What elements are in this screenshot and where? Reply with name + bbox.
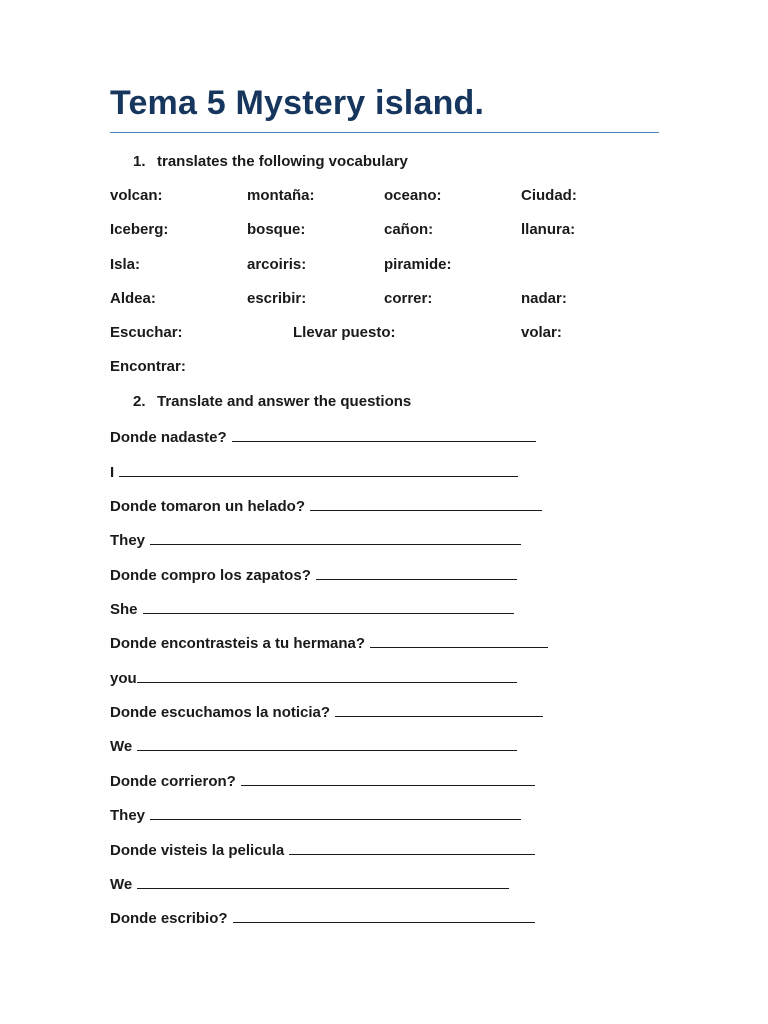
vocab-piramide: piramide:: [384, 256, 452, 273]
vocab-oceano: oceano:: [384, 187, 442, 204]
answer-blank[interactable]: [137, 874, 509, 889]
question-line: [110, 427, 536, 447]
question-text: Donde compro los zapatos?: [110, 567, 311, 584]
answer-blank[interactable]: [310, 496, 542, 511]
answer-blank[interactable]: [316, 565, 517, 580]
section-1-heading: [133, 153, 408, 171]
vocab-escribir: escribir:: [247, 290, 307, 307]
vocab-llevar-puesto: Llevar puesto:: [293, 324, 396, 341]
question-text: Donde escuchamos la noticia?: [110, 704, 331, 721]
answer-blank[interactable]: [150, 530, 521, 545]
answer-line: [110, 874, 509, 894]
answer-blank[interactable]: [137, 668, 517, 683]
section-2-number: 2.: [133, 393, 146, 410]
question-text: Donde escribio?: [110, 910, 228, 927]
answer-prefix: They: [110, 807, 146, 824]
vocab-volar: volar:: [521, 324, 562, 341]
answer-blank[interactable]: [232, 427, 536, 442]
section-2-heading: [133, 393, 411, 411]
vocab-escuchar: Escuchar:: [110, 324, 183, 341]
question-line: [110, 496, 542, 516]
answer-line: [110, 530, 521, 550]
answer-blank[interactable]: [335, 702, 543, 717]
question-line: [110, 702, 543, 722]
answer-line: [110, 462, 518, 482]
vocab-iceberg: Iceberg:: [110, 221, 169, 238]
vocab-montana: montaña:: [247, 187, 315, 204]
answer-line: [110, 668, 517, 688]
answer-blank[interactable]: [370, 633, 548, 648]
section-2-heading-text: Translate and answer the questions: [157, 393, 412, 410]
answer-prefix: We: [110, 738, 133, 755]
question-text: Donde tomaron un helado?: [110, 498, 305, 515]
answer-blank[interactable]: [150, 805, 521, 820]
question-line: [110, 771, 535, 791]
question-line: [110, 633, 548, 653]
question-text: Donde visteis la pelicula: [110, 842, 285, 859]
vocab-nadar: nadar:: [521, 290, 567, 307]
question-line: [110, 908, 535, 928]
section-1-heading-text: translates the following vocabulary: [157, 153, 408, 170]
answer-blank[interactable]: [137, 736, 517, 751]
answer-line: [110, 599, 514, 619]
vocab-canon: cañon:: [384, 221, 434, 238]
answer-prefix: I: [110, 464, 115, 481]
answer-line: [110, 736, 517, 756]
vocab-bosque: bosque:: [247, 221, 306, 238]
vocab-volcan: volcan:: [110, 187, 163, 204]
page-title: Tema 5 Mystery island.: [110, 84, 485, 122]
vocab-correr: correr:: [384, 290, 433, 307]
answer-blank[interactable]: [241, 771, 535, 786]
answer-blank[interactable]: [119, 462, 518, 477]
question-line: [110, 565, 517, 585]
section-1-number: 1.: [133, 153, 146, 170]
answer-prefix: you: [110, 670, 137, 687]
vocab-encontrar: Encontrar:: [110, 358, 186, 375]
question-text: Donde nadaste?: [110, 429, 227, 446]
answer-blank[interactable]: [143, 599, 514, 614]
answer-line: [110, 805, 521, 825]
vocab-aldea: Aldea:: [110, 290, 156, 307]
answer-prefix: We: [110, 876, 133, 893]
answer-prefix: She: [110, 601, 138, 618]
question-text: Donde corrieron?: [110, 773, 236, 790]
answer-blank[interactable]: [233, 908, 535, 923]
title-underline: [110, 132, 659, 133]
vocab-arcoiris: arcoiris:: [247, 256, 307, 273]
vocab-isla: Isla:: [110, 256, 141, 273]
answer-prefix: They: [110, 532, 146, 549]
answer-blank[interactable]: [289, 840, 535, 855]
vocab-llanura: llanura:: [521, 221, 576, 238]
question-line: [110, 840, 535, 860]
question-text: Donde encontrasteis a tu hermana?: [110, 635, 366, 652]
vocab-ciudad: Ciudad:: [521, 187, 577, 204]
